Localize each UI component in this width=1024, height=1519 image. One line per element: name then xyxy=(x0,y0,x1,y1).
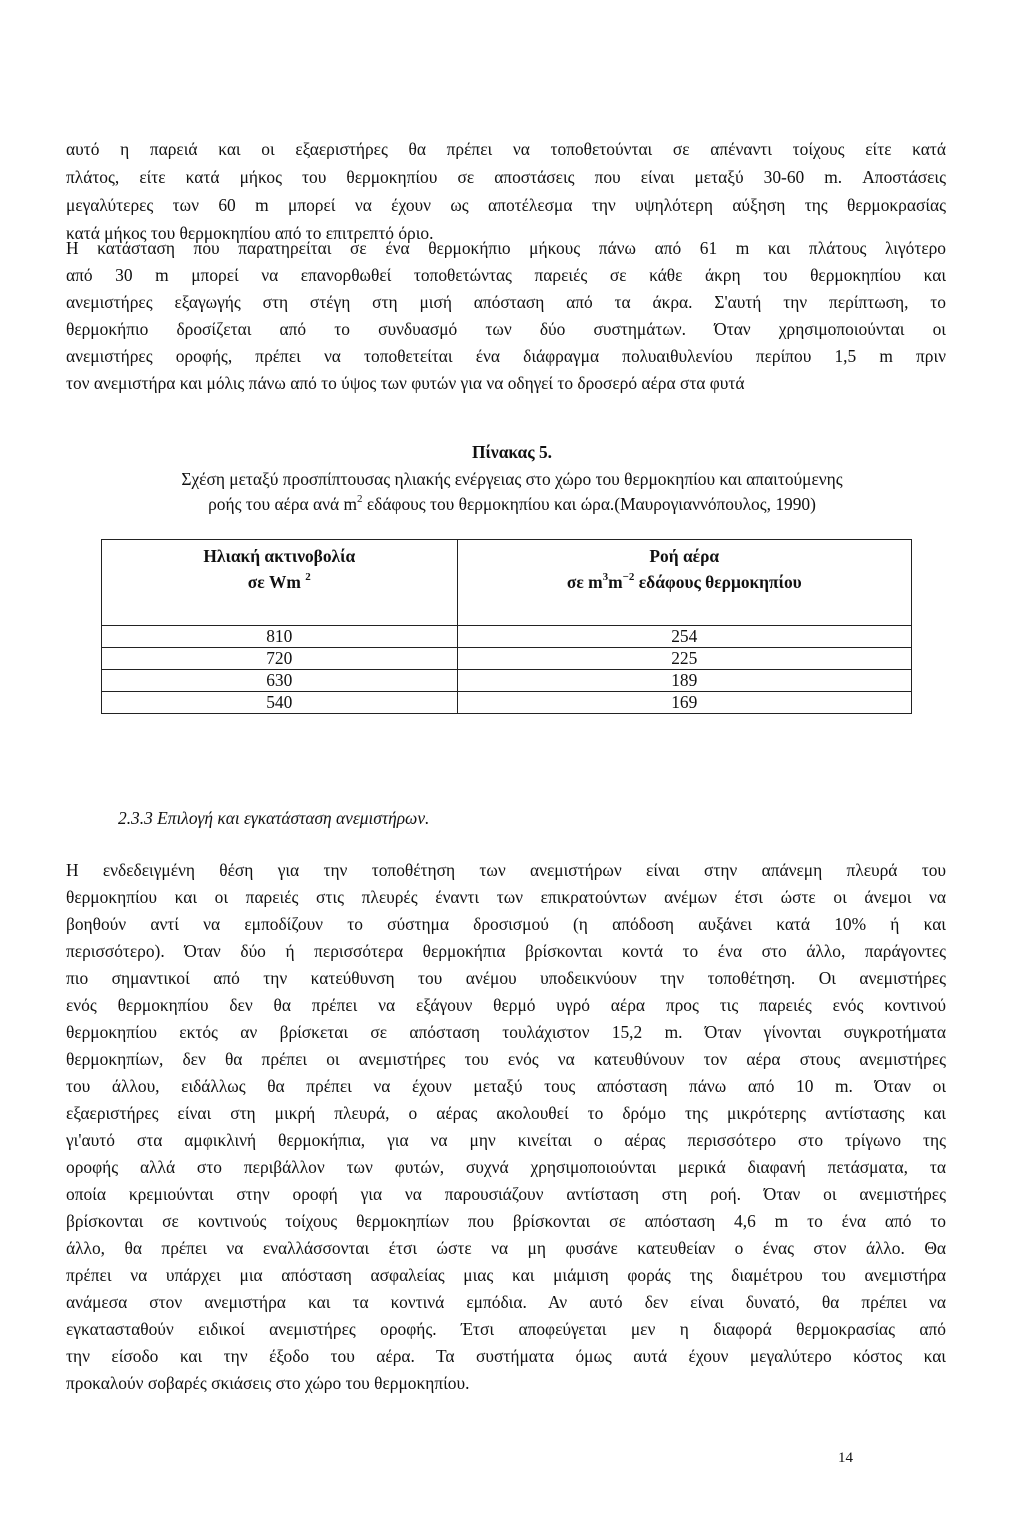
data-table xyxy=(101,539,912,714)
section-heading: 2.3.3 Επιλογή και εγκατάσταση ανεμιστήρων. xyxy=(118,808,430,828)
table-caption-line-1: Σχέση μεταξύ προσπίπτουσας ηλιακής ενέργειας στο χώρο του θερμοκηπίου και απαιτούμενης xyxy=(181,469,843,489)
table-row: 720 225 xyxy=(102,648,912,670)
table-caption-line-2: ροής του αέρα ανά $m^2$ εδάφους του θερμοκηπίου και ώρα.(Μαυρογιαννόπουλος, 1990) xyxy=(208,493,816,514)
paragraph-3-line-8: θερμοκηπίων, δεν θα πρέπει οι ανεμιστήρες του ενός να κατευθύνουν τον αέρα στους ανεμιστήρες xyxy=(66,1049,946,1069)
paragraph-2-line-1: Η κατάσταση που παρατηρείται σε ένα θερμοκήπιο μήκους πάνω από 61 m και πλάτους λιγότερο xyxy=(66,238,946,258)
table-row: 540 169 xyxy=(102,692,912,714)
paragraph-2-line-2: από 30 m μπορεί να επανορθωθεί τοποθετώντας παρειές σε κάθε άκρη του θερμοκηπίου και xyxy=(66,265,946,285)
paragraph-3-line-11: γι'αυτό στα αμφικλινή θερμοκήπια, για να μην κινείται ο αέρας περισσότερο στο τρίγωνο της xyxy=(66,1130,946,1150)
table-caption-title: Πίνακας 5. xyxy=(472,442,552,462)
header-air-flow: Ροή αέρα σε $m^3m^{-2}$ εδάφους θερμοκηπίου xyxy=(457,540,911,626)
table-row: 810 254 xyxy=(102,626,912,648)
paragraph-1-line-4: κατά μήκος του θερμοκηπίου από το επιτρεπτό όριο. xyxy=(66,223,434,243)
paragraph-3-line-5: πιο σημαντικοί από την κατεύθυνση του ανέμου υποδεικνύουν την τοποθέτηση. Οι ανεμιστήρες xyxy=(66,968,946,988)
paragraph-2-line-3: ανεμιστήρες εξαγωγής στη στέγη στη μισή απόσταση από τα άκρα. Σ'αυτή την περίπτωση, το xyxy=(66,292,946,312)
table-header-row xyxy=(102,540,912,626)
page-number: 14 xyxy=(838,1450,853,1466)
paragraph-3-line-6: ενός θερμοκηπίου δεν θα πρέπει να εξάγουν θερμό υγρό αέρα προς τις παρειές ενός κοντινού xyxy=(66,995,946,1015)
paragraph-3-line-4: περισσότερο). Όταν δύο ή περισσότερα θερμοκήπια βρίσκονται κοντά το ένα στο άλλο, παράγοντες xyxy=(66,941,946,961)
paragraph-1-line-1: αυτό η παρειά και οι εξαεριστήρες θα πρέπει να τοποθετούνται σε απέναντι τοίχους είτε κατά xyxy=(66,139,946,159)
paragraph-3-line-12: οροφής αλλά στο περιβάλλον των φυτών, συχνά χρησιμοποιούνται μερικά διαφανή πετάσματα, τα xyxy=(66,1157,946,1177)
header-solar-radiation: Ηλιακή ακτινοβολία σε Wm $^2$ xyxy=(102,540,458,626)
paragraph-1-line-2: πλάτος, είτε κατά μήκος του θερμοκηπίου σε αποστάσεις που είναι μεταξύ 30-60 m. Αποστάσεις xyxy=(66,167,946,187)
paragraph-3-line-16: πρέπει να υπάρχει μια απόσταση ασφαλείας μιας και μιάμιση φοράς της διαμέτρου του ανεμιστήρα xyxy=(66,1265,946,1285)
paragraph-3-line-13: οποία κρεμιούνται στην οροφή για να παρουσιάζουν αντίσταση στη ροή. Όταν οι ανεμιστήρες xyxy=(66,1184,946,1204)
paragraph-3-line-2: θερμοκηπίου και οι παρειές στις πλευρές έναντι των επικρατούντων ανέμων έτσι ώστε οι άνεμοι να xyxy=(66,887,946,907)
paragraph-3-line-15: άλλο, θα πρέπει να εναλλάσσονται έτσι ώστε να μη φυσάνε κατευθείαν ο ένας στον άλλο. Θα xyxy=(66,1238,946,1258)
paragraph-3-line-9: του άλλου, ειδάλλως θα πρέπει να έχουν μεταξύ τους απόσταση πάνω από 10 m. Όταν οι xyxy=(66,1076,946,1096)
paragraph-3-line-18: εγκατασταθούν ειδικοί ανεμιστήρες οροφής. Έτσι αποφεύγεται μεν η διαφορά θερμοκρασίας από xyxy=(66,1319,946,1339)
paragraph-2-line-4: θερμοκήπιο δροσίζεται από το συνδυασμό των δύο συστημάτων. Όταν χρησιμοποιούνται οι xyxy=(66,319,946,339)
paragraph-3-line-14: βρίσκονται σε κοντινούς τοίχους θερμοκηπίων που βρίσκονται σε απόσταση 4,6 m το ένα από το xyxy=(66,1211,946,1231)
paragraph-3-line-3: βοηθούν αντί να εμποδίζουν το σύστημα δροσισμού (η απόδοση αυξάνει κατά 10% ή και xyxy=(66,914,946,934)
paragraph-3-line-17: ανάμεσα στον ανεμιστήρα και τα κοντινά εμπόδια. Αν αυτό δεν είναι δυνατό, θα πρέπει να xyxy=(66,1292,946,1312)
paragraph-3-line-19: την είσοδο και την έξοδο του αέρα. Τα συστήματα όμως αυτά έχουν μεγαλύτερο κόστος και xyxy=(66,1346,946,1366)
paragraph-1-line-3: μεγαλύτερες των 60 m μπορεί να έχουν ως αποτέλεσμα την υψηλότερη αύξηση της θερμοκρασίας xyxy=(66,195,946,215)
paragraph-3-line-1: Η ενδεδειγμένη θέση για την τοποθέτηση των ανεμιστήρων είναι στην απάνεμη πλευρά του xyxy=(66,860,946,880)
table-row: 630 189 xyxy=(102,670,912,692)
paragraph-2-line-6: τον ανεμιστήρα και μόλις πάνω από το ύψος των φυτών για να οδηγεί το δροσερό αέρα στα φυτά xyxy=(66,373,745,393)
paragraph-3-line-10: εξαεριστήρες είναι στη μικρή πλευρά, ο αέρας ακολουθεί το δρόμο της μικρότερης αντίστασης και xyxy=(66,1103,946,1123)
paragraph-3-line-7: θερμοκηπίου εκτός αν βρίσκεται σε απόσταση τουλάχιστον 15,2 m. Όταν γίνονται συγκροτήματα xyxy=(66,1022,946,1042)
paragraph-2-line-5: ανεμιστήρες οροφής, πρέπει να τοποθετείται ένα διάφραγμα πολυαιθυλενίου περίπου 1,5 m πριν xyxy=(66,346,946,366)
paragraph-3-line-20: προκαλούν σοβαρές σκιάσεις στο χώρο του θερμοκηπίου. xyxy=(66,1373,470,1393)
